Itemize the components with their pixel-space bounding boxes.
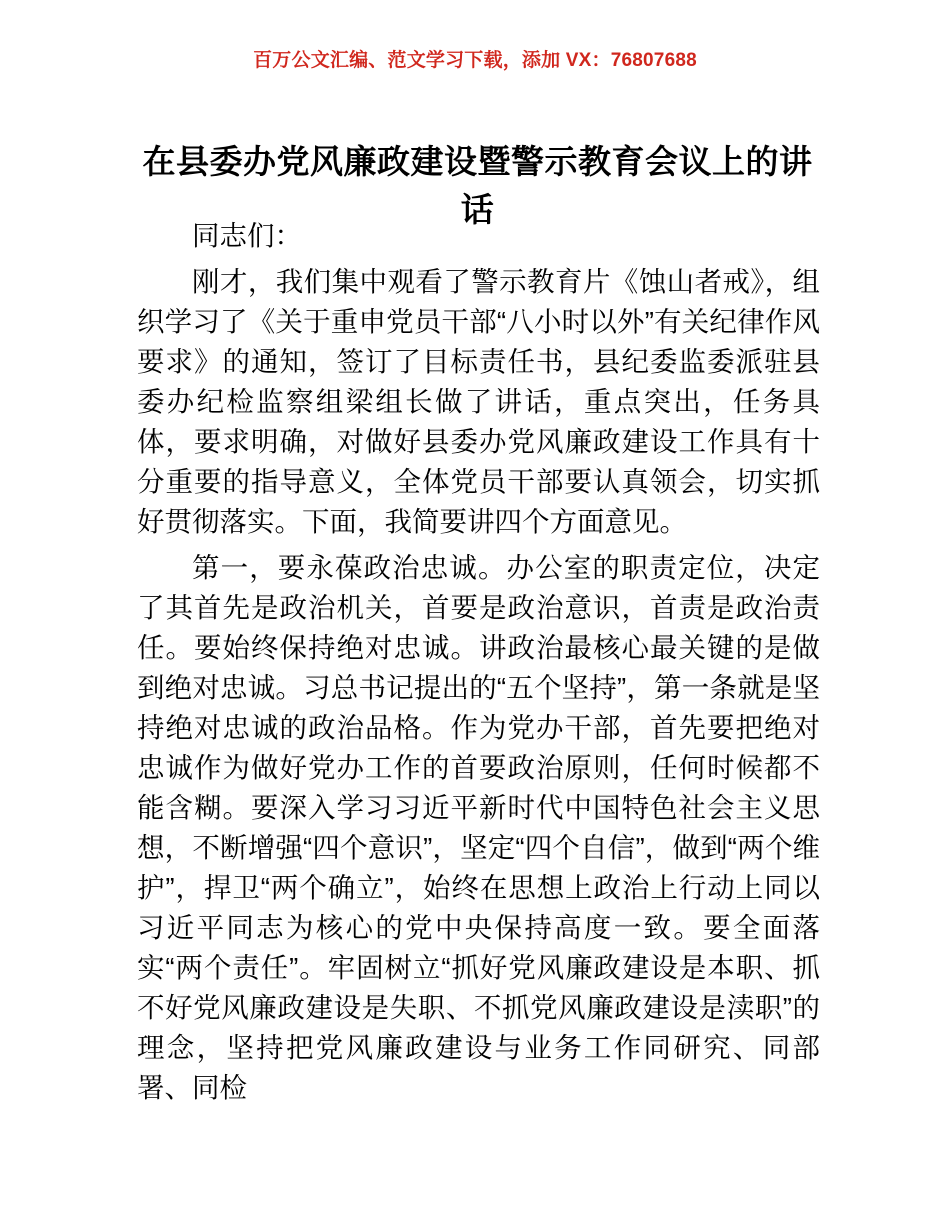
page-title: 在县委办党风廉政建设暨警示教育会议上的讲话 [142,143,813,229]
body-paragraph: 刚才，我们集中观看了警示教育片《蚀山者戒》，组织学习了《关于重申党员干部“八小时以外”有关纪律作风要求》的通知，签订了目标责任书，县纪委监委派驻县委办纪检监察组梁组长做了讲话，重点突出，任务具体，要求明确，对做好县委办党风廉政建设工作具有十分重要的指导意义，全体党员干部要认真领会，切实抓好贯彻落实。下面，我简要讲四个方面意见。 [137,266,820,537]
promo-watermark-text: 百万公文汇编、范文学习下载，添加 VX：76807688 [253,50,697,71]
body-paragraph: 第一，要永葆政治忠诚。办公室的职责定位，决定了其首先是政治机关，首要是政治意识，首责是政治责任。要始终保持绝对忠诚。讲政治最核心最关键的是做到绝对忠诚。习总书记提出的“五个坚持”，第一条就是坚持绝对忠诚的政治品格。作为党办干部，首先要把绝对忠诚作为做好党办工作的首要政治原则，任何时候都不能含糊。要深入学习习近平新时代中国特色社会主义思想，不断增强“四个意识”，坚定“四个自信”，做到“两个维护”，捍卫“两个确立”，始终在思想上政治上行动上同以习近平同志为核心的党中央保持高度一致。要全面落实“两个责任”。牢固树立“抓好党风廉政建设是本职、抓不好党风廉政建设是失职、不抓党风廉政建设是渎职”的理念，坚持把党风廉政建设与业务工作同研究、同部署、同检 [137,552,820,1103]
document-body [137,216,820,1108]
salutation-paragraph: 同志们： [192,220,302,251]
